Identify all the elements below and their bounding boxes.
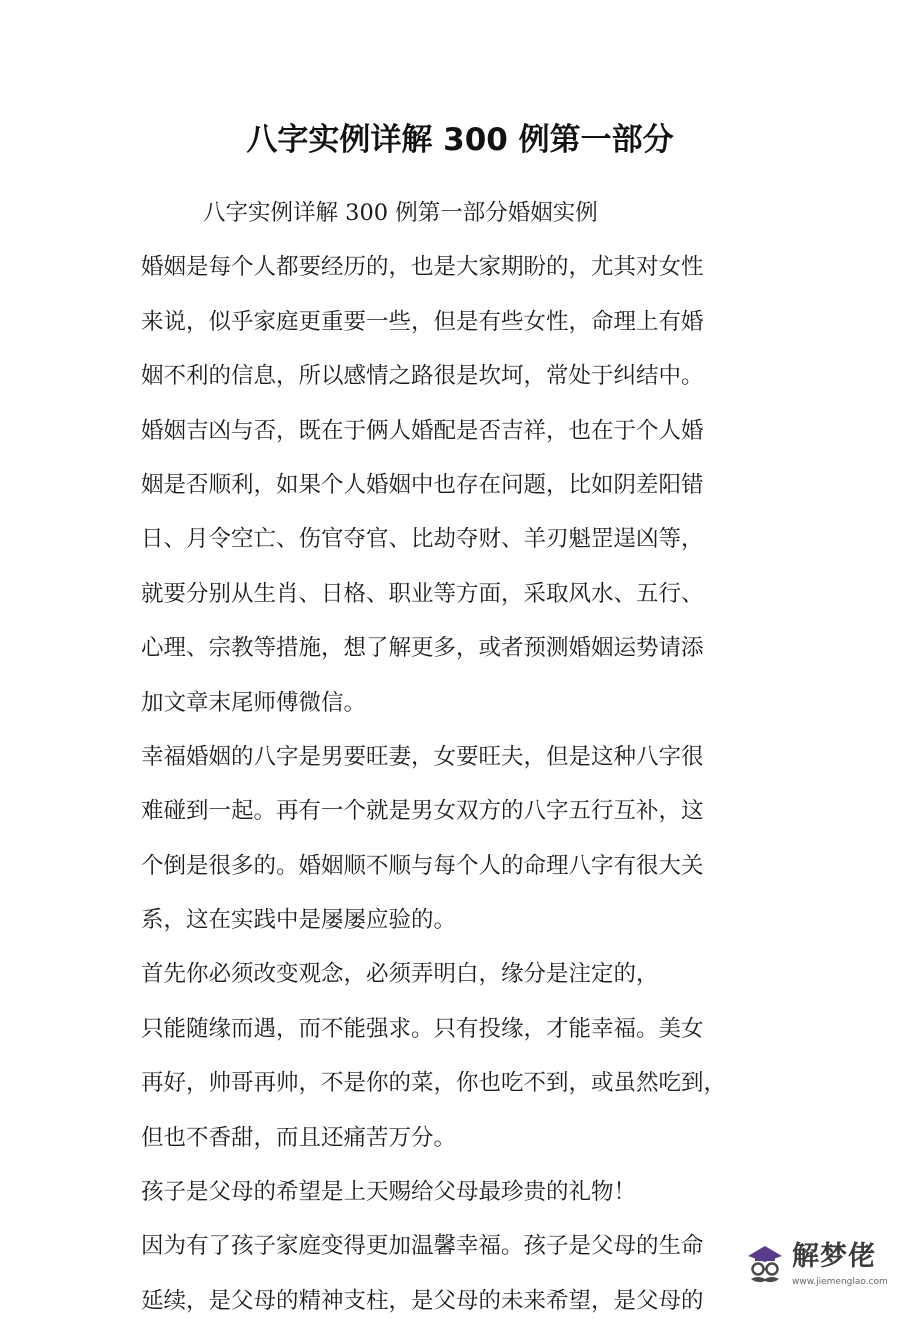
body-line: 系，这在实践中是屡屡应验的。 — [141, 907, 457, 934]
body-line: 只能随缘而遇，而不能强求。只有投缘，才能幸福。美女 — [141, 1015, 704, 1042]
body-line: 首先你必须改变观念，必须弄明白，缘分是注定的， — [141, 961, 659, 988]
watermark-url: www.jiemenglao.com — [792, 1277, 888, 1287]
body-line: 因为有了孩子家庭变得更加温馨幸福。孩子是父母的生命 — [141, 1233, 704, 1260]
body-line: 再好，帅哥再帅，不是你的菜，你也吃不到，或虽然吃到， — [141, 1070, 727, 1097]
body-line: 幸福婚姻的八字是男要旺妻，女要旺夫，但是这种八字很 — [141, 743, 704, 770]
body-line: 孩子是父母的希望是上天赐给父母最珍贵的礼物！ — [141, 1179, 637, 1206]
hat-mustache-icon — [742, 1240, 788, 1290]
body-line: 就要分别从生肖、日格、职业等方面，采取风水、五行、 — [141, 580, 704, 607]
document-body — [141, 186, 781, 1328]
body-line: 个倒是很多的。婚姻顺不顺与每个人的命理八字有很大关 — [141, 852, 704, 879]
body-line: 心理、宗教等措施，想了解更多，或者预测婚姻运势请添 — [141, 635, 704, 662]
body-line: 延续，是父母的精神支柱，是父母的未来希望，是父母的 — [141, 1287, 704, 1314]
body-line: 姻不利的信息，所以感情之路很是坎坷，常处于纠结中。 — [141, 363, 704, 390]
site-watermark — [742, 1238, 902, 1294]
body-line: 但也不香甜，而且还痛苦万分。 — [141, 1124, 457, 1151]
watermark-text: 解梦佬 — [792, 1241, 876, 1272]
body-line: 加文章末尾师傅微信。 — [141, 689, 367, 716]
document-subtitle: 八字实例详解 300 例第一部分婚姻实例 — [203, 200, 598, 226]
document-title: 八字实例详解 300 例第一部分 — [246, 122, 674, 158]
body-line: 姻是否顺利，如果个人婚姻中也存在问题，比如阴差阳错 — [141, 471, 704, 498]
body-line: 难碰到一起。再有一个就是男女双方的八字五行互补，这 — [141, 798, 704, 825]
body-line: 来说，似乎家庭更重要一些，但是有些女性，命理上有婚 — [141, 308, 704, 335]
body-line: 婚姻是每个人都要经历的，也是大家期盼的，尤其对女性 — [141, 254, 704, 281]
body-line: 婚姻吉凶与否，既在于俩人婚配是否吉祥，也在于个人婚 — [141, 417, 704, 444]
body-line: 日、月令空亡、伤官夺官、比劫夺财、羊刃魁罡逞凶等， — [141, 526, 704, 553]
